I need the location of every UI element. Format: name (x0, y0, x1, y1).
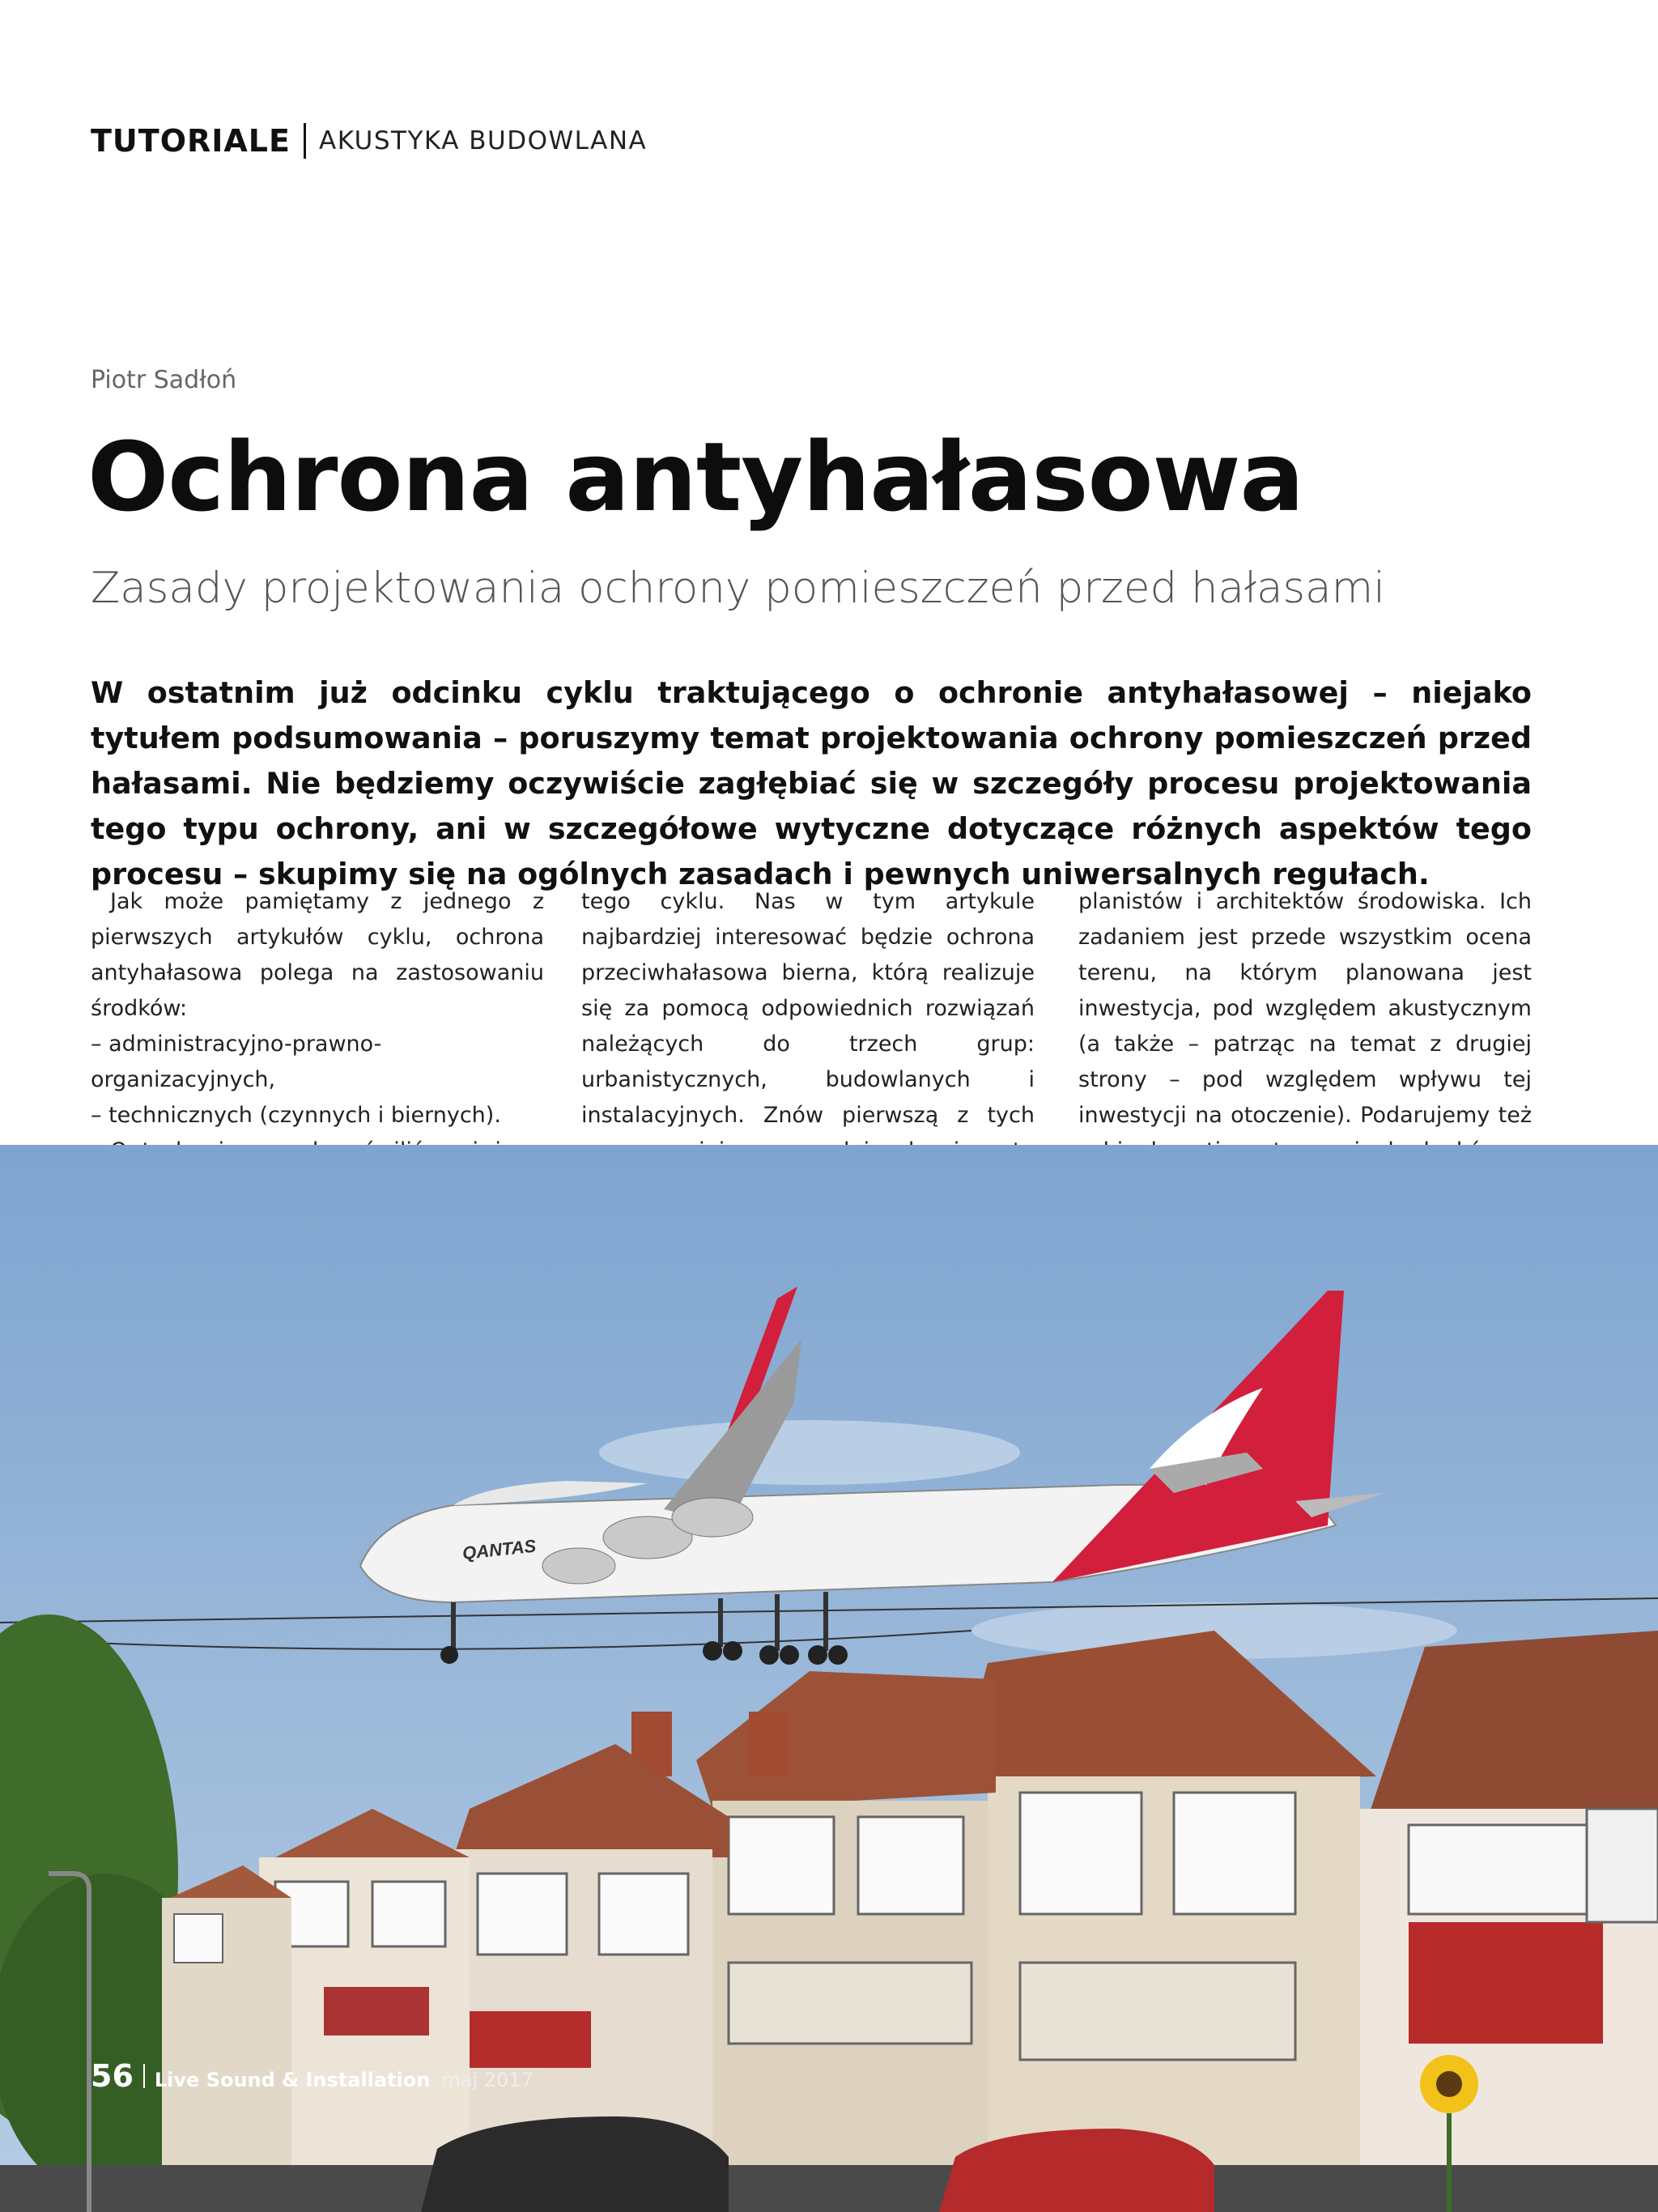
paragraph: planistów i architektów środowiska. Ich zadaniem jest przede wszystkim ocena terenu, na którym planowana jest inwestycja, pod względem akustycznym (a także – patrząc na temat z drugiej strony – pod względem wpływu tej inwestycji na otoczenie). Podarujemy też (1078, 889, 1532, 1128)
article-lead: W ostatnim już odcinku cyklu traktującego o ochronie antyhałasowej – niejako tytułem podsumowania – poruszymy temat projektowania ochrony pomieszczeń przed hałasami. Nie będziemy oczywiście zagłębiać się w szczegóły procesu projektowania tego typu ochrony, ani w szczegółowe wytyczne dotyczące różnych aspektów tego procesu – skupimy się na ogólnych zasadach i pewnych uniwersalnych regułach. (91, 675, 1532, 891)
list-item: – technicznych (czynnych i biernych). (91, 1103, 501, 1128)
magazine-name: Live Sound & Installation (154, 2069, 431, 2091)
article-subtitle: Zasady projektowania ochrony pomieszczeń przed hałasami (91, 564, 1386, 613)
article-title: Ochrona antyhałasowa (87, 421, 1304, 533)
airline-livery-text: QANTAS (461, 1535, 538, 1563)
article-photo (0, 1145, 1658, 2212)
footer-separator (143, 2064, 145, 2088)
paragraph: Jak może pamiętamy z jednego z pierwszych artykułów cyklu, ochrona antyhałasowa polega na zastosowaniu środków: (91, 889, 544, 1021)
subsection-name: AKUSTYKA BUDOWLANA (318, 126, 648, 155)
list-item: – administracyjno-prawno-organizacyjnych, (91, 1032, 382, 1092)
section-name: TUTORIALE (91, 123, 291, 159)
header-separator (304, 123, 306, 159)
issue-date: maj 2017 (441, 2069, 534, 2091)
page-number: 56 (91, 2058, 134, 2094)
paragraph: tego cyklu. Nas w tym artykule najbardziej interesować będzie ochrona przeciwhałasowa bierna, którą realizuje się za pomocą odpowiednich rozwiązań należących do trzech grup: urbanistycznych, budowlanych i instalacyjnych. Znów pierwszą z tych (581, 889, 1035, 1128)
article-author: Piotr Sadłoń (91, 366, 237, 394)
section-header (91, 123, 647, 159)
page-footer (91, 2058, 534, 2094)
bullet-list (91, 1027, 544, 1134)
